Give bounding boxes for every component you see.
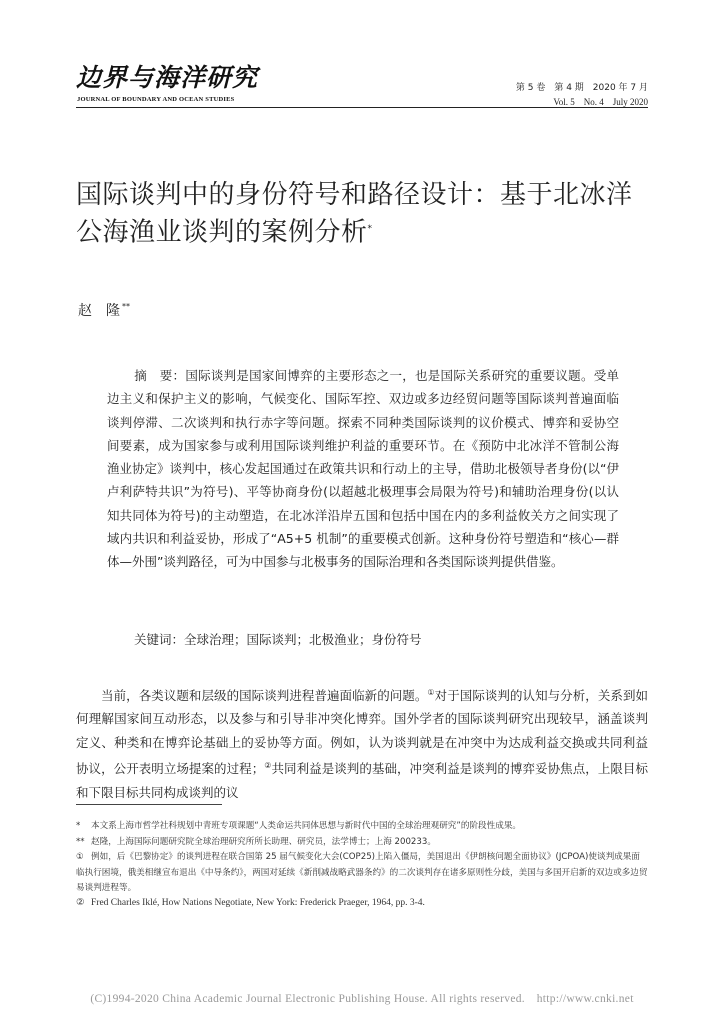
article-title-text: 国际谈判中的身份符号和路径设计：基于北冰洋公海渔业谈判的案例分析	[76, 180, 633, 248]
abstract	[107, 364, 619, 574]
journal-logo: 边界与海洋研究	[76, 63, 259, 92]
footnote-text: 例如，后《巴黎协定》的谈判进程在联合国第 25 届气候变化大会(COP25)上陷入僵局，美国退出《伊朗核问题全面协议》(JCPOA)使谈判成果面临执行困境，俄美相继宣布退出《中导条约》，两国对延续《新削减战略武器条约》的二次谈判存在诸多原则性分歧，美国与多国开启新的双边或多边贸易谈判进程等。	[76, 852, 648, 893]
header-divider	[76, 107, 648, 108]
title-footnote-mark: *	[367, 224, 373, 234]
footnote-ref-2[interactable]: ②	[264, 761, 272, 771]
body-text-part1: 当前，各类议题和层级的国际谈判进程普遍面临新的问题。	[101, 688, 428, 704]
journal-name-english: JOURNAL OF BOUNDARY AND OCEAN STUDIES	[77, 96, 235, 103]
footnote-mark: *	[76, 821, 81, 831]
keywords-label: 关键词：	[134, 632, 185, 647]
copyright-notice: (C)1994-2020 China Academic Journal Electronic Publishing House. All rights reserved. http://www.cnki.net	[90, 993, 634, 1005]
keywords-text: 全球治理；国际谈判；北极渔业；身份符号	[184, 632, 422, 647]
body-paragraph	[76, 681, 648, 804]
author	[78, 300, 130, 320]
footnote-funding	[76, 819, 648, 850]
body-text-part2: 对于国际谈判的认知与分析，关系到如何理解国家间互动形态，以及参与和引导非冲突化博弈。国外学者的国际谈判研究出现较早，涵盖谈判定义、种类和在博弈论基础上的妥协等方面。例如，认为谈判就是在冲突中为达成利益交换或共同利益协议，公开表明立场提案的过程；	[76, 688, 648, 777]
footnote-1	[76, 850, 648, 897]
footnote-mark: ②	[76, 898, 85, 908]
footnote-text: 赵隆，上海国际问题研究院全球治理研究所所长助理、研究员，法学博士；上海 200233。	[91, 836, 436, 847]
author-name: 赵 隆	[78, 303, 120, 319]
footnote-2	[76, 896, 648, 912]
footnote-text: Fred Charles Iklé, How Nations Negotiate, New York: Frederick Praeger, 1964, pp. 3-4.	[91, 898, 425, 908]
keywords	[134, 630, 422, 648]
footnote-mark: **	[76, 836, 85, 847]
article-title	[76, 178, 656, 250]
issue-info-english: Vol. 5 No. 4 July 2020	[553, 97, 648, 107]
author-footnote-mark: **	[122, 302, 130, 312]
footnote-ref-1[interactable]: ①	[427, 688, 435, 697]
abstract-text: 国际谈判是国家间博弈的主要形态之一，也是国际关系研究的重要议题。受单边主义和保护主义的影响，气候变化、国际军控、双边或多边经贸问题等国际谈判普遍面临谈判停滞、二次谈判和执行赤字等问题。探索不同种类国际谈判的议价模式、博弈和妥协空间要素，成为国家参与或利用国际谈判维护利益的重要环节。在《预防中北冰洋不管制公海渔业协定》谈判中，核心发起国通过在政策共识和行动上的主导，借助北极领导者身份(以“伊卢利萨特共识”为符号)、平等协商身份(以超越北极理事会局限为符号)和辅助治理身份(以认知共同体为符号)的主动塑造，在北冰洋沿岸五国和包括中国在内的多利益攸关方之间实现了域内共识和利益妥协，形成了“A5+5 机制”的重要模式创新。这种身份符号塑造和“核心—群体—外围”谈判路径，可为中国参与北极事务的国际治理和各类国际谈判提供借鉴。	[107, 368, 619, 570]
issue-info-chinese: 第 5 卷 第 4 期 2020 年 7 月	[515, 83, 648, 93]
abstract-label: 摘 要：	[134, 368, 186, 383]
footnote-text: 本文系上海市哲学社科规划中青班专项课题“人类命运共同体思想与新时代中国的全球治理观研究”的阶段性成果。	[91, 821, 522, 831]
footnote-mark: ①	[76, 852, 84, 862]
body-text-part3: 共同利益是谈判的基础，冲突利益是谈判的博弈妥协焦点，上限目标和下限目标共同构成谈判的议	[76, 761, 648, 800]
footnote-divider	[76, 804, 222, 805]
